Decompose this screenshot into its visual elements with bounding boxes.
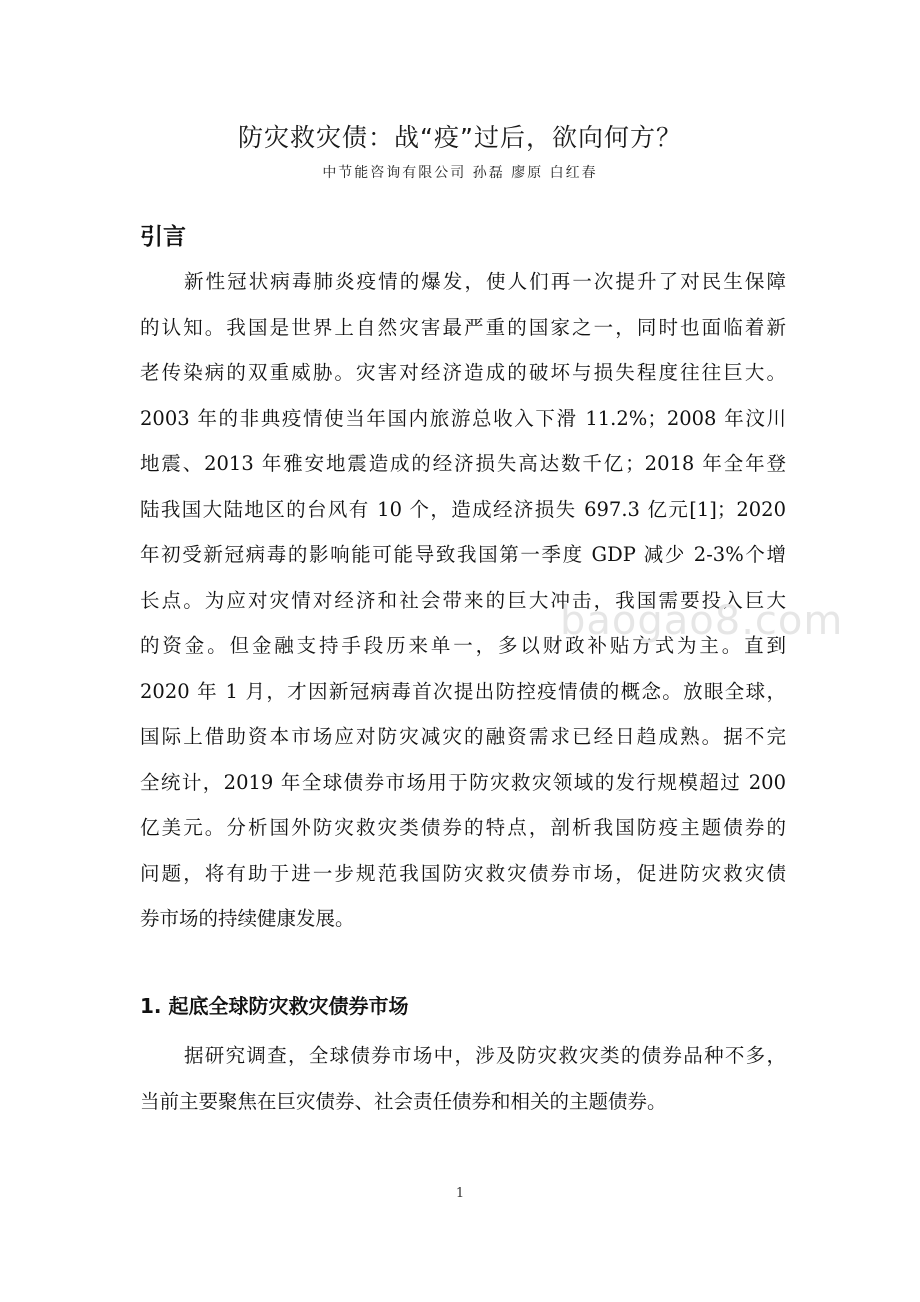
intro-heading: 引言 (140, 224, 186, 250)
page-number: 1 (455, 1186, 465, 1201)
paragraph-line: 2003 年的非典疫情使当年国内旅游总收入下滑 11.2%；2008 年汶川 (140, 406, 786, 430)
document-authors: 中节能咨询有限公司 孙磊 廖原 白红春 (322, 165, 598, 181)
paragraph-line: 券市场的持续健康发展。 (140, 907, 355, 930)
paragraph-line: 长点。为应对灾情对经济和社会带来的巨大冲击，我国需要投入巨大 (140, 588, 786, 612)
paragraph-line: 地震、2013 年雅安地震造成的经济损失高达数千亿；2018 年全年登 (140, 452, 786, 475)
section-1-paragraph (140, 1033, 786, 1124)
intro-paragraph (140, 259, 786, 942)
paragraph-line: 的认知。我国是世界上自然灾害最严重的国家之一，同时也面临着新 (140, 315, 786, 339)
paragraph-line: 老传染病的双重威胁。灾害对经济造成的破坏与损失程度往往巨大。 (140, 361, 786, 384)
paragraph-line: 陆我国大陆地区的台风有 10 个，造成经济损失 697.3 亿元[1]；2020 (140, 497, 786, 521)
section-1-heading: 1. 起底全球防灾救灾债券市场 (140, 994, 409, 1018)
paragraph-line: 2020 年 1 月，才因新冠病毒首次提出防控疫情债的概念。放眼全球， (140, 679, 786, 703)
paragraph-line: 问题，将有助于进一步规范我国防灾救灾债券市场，促进防灾救灾债 (140, 861, 786, 885)
paragraph-line: 的资金。但金融支持手段历来单一，多以财政补贴方式为主。直到 (140, 634, 786, 657)
paragraph-line: 当前主要聚焦在巨灾债券、社会责任债券和相关的主题债券。 (140, 1089, 667, 1113)
paragraph-line: 新性冠状病毒肺炎疫情的爆发，使人们再一次提升了对民生保障 (184, 270, 786, 293)
document-title: 防灾救灾债：战“疫”过后，欲向何方？ (238, 123, 682, 152)
paragraph-line: 年初受新冠病毒的影响能可能导致我国第一季度 GDP 减少 2-3%个增 (140, 543, 786, 566)
paragraph-line: 全统计，2019 年全球债券市场用于防灾救灾领域的发行规模超过 200 (140, 770, 786, 794)
watermark-text: baogao8.com (560, 598, 844, 644)
paragraph-line: 国际上借助资本市场应对防灾减灾的融资需求已经日趋成熟。据不完 (140, 725, 786, 748)
paragraph-line: 据研究调查，全球债券市场中，涉及防灾救灾类的债券品种不多， (184, 1044, 786, 1067)
paragraph-line: 亿美元。分析国外防灾救灾类债券的特点，剖析我国防疫主题债券的 (140, 816, 786, 839)
